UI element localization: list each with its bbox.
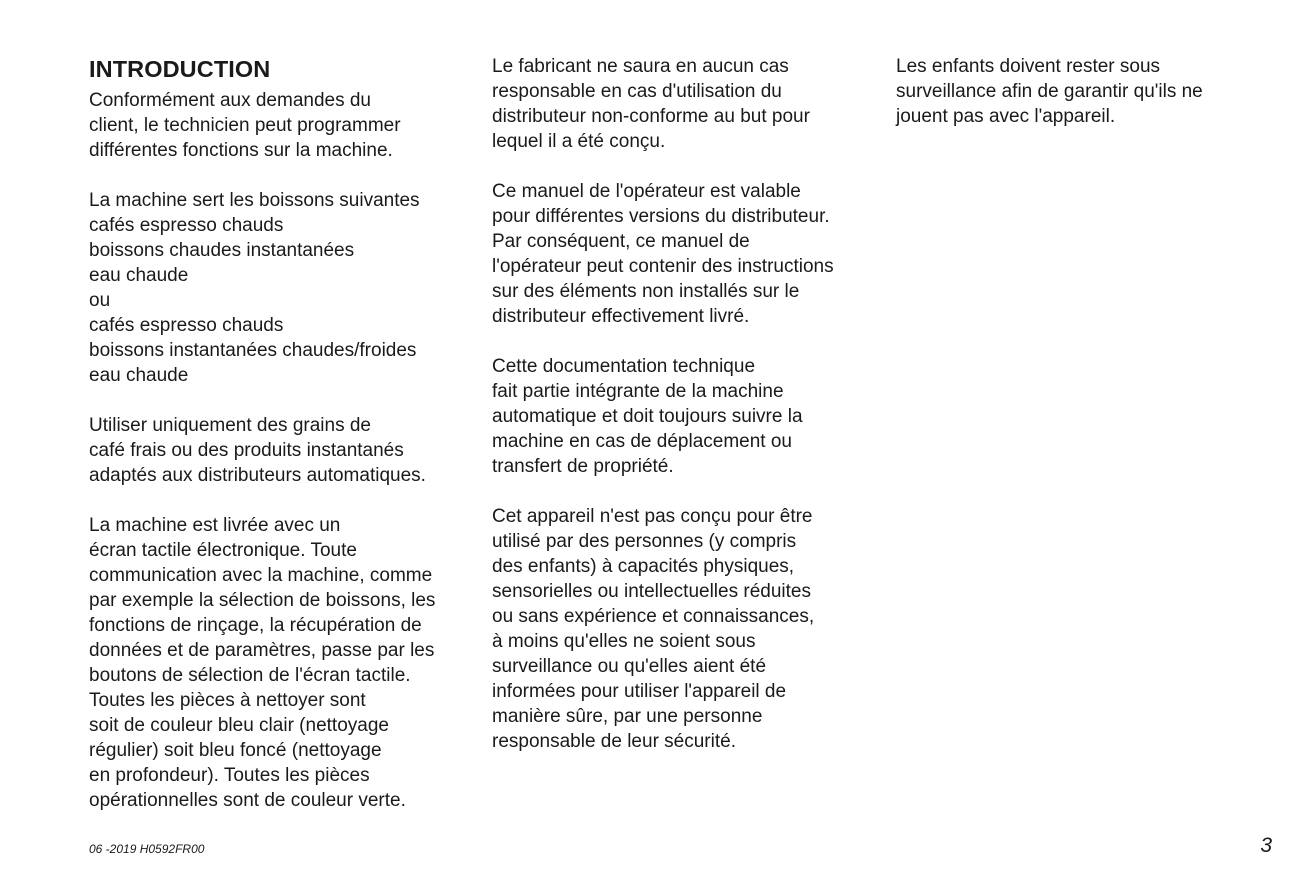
text-line: La machine est livrée avec un [89, 515, 341, 536]
text-line: eau chaude [89, 365, 189, 386]
column-right [896, 54, 1281, 154]
text-line: surveillance afin de garantir qu'ils ne [896, 81, 1203, 102]
text-line: lequel il a été conçu. [492, 131, 666, 152]
paragraph [89, 188, 474, 388]
text-line: cafés espresso chauds [89, 315, 284, 336]
text-line: à moins qu'elles ne soient sous [492, 631, 756, 652]
text-line: La machine sert les boissons suivantes [89, 190, 420, 211]
text-line: distributeur non-conforme au but pour [492, 106, 810, 127]
text-line: opérationnelles sont de couleur verte. [89, 790, 406, 811]
text-line: manière sûre, par une personne [492, 706, 763, 727]
text-line: jouent pas avec l'appareil. [896, 106, 1116, 127]
paragraph [89, 413, 474, 488]
text-line: Ce manuel de l'opérateur est valable [492, 181, 801, 202]
text-line: différentes fonctions sur la machine. [89, 140, 393, 161]
text-line: responsable de leur sécurité. [492, 731, 736, 752]
text-line: eau chaude [89, 265, 189, 286]
document-reference: 06 -2019 H0592FR00 [89, 842, 205, 856]
text-line: transfert de propriété. [492, 456, 674, 477]
text-line: Cet appareil n'est pas conçu pour être [492, 506, 813, 527]
page-number: 3 [1260, 834, 1272, 857]
text-line: boutons de sélection de l'écran tactile. [89, 665, 411, 686]
text-line: cafés espresso chauds [89, 215, 284, 236]
text-line: boissons chaudes instantanées [89, 240, 355, 261]
text-line: sensorielles ou intellectuelles réduites [492, 581, 811, 602]
text-line: café frais ou des produits instantanés [89, 440, 404, 461]
text-line: régulier) soit bleu foncé (nettoyage [89, 740, 382, 761]
text-line: Les enfants doivent rester sous [896, 56, 1161, 77]
paragraph [89, 513, 474, 813]
text-line: Par conséquent, ce manuel de [492, 231, 750, 252]
section-heading: INTRODUCTION [89, 56, 271, 82]
paragraph [896, 54, 1281, 129]
text-line: utilisé par des personnes (y compris [492, 531, 797, 552]
paragraph [89, 88, 474, 163]
text-line: données et de paramètres, passe par les [89, 640, 435, 661]
text-line: Conformément aux demandes du [89, 90, 371, 111]
column-middle [492, 54, 877, 779]
column-left [89, 54, 474, 838]
text-line: communication avec la machine, comme [89, 565, 433, 586]
paragraph [492, 504, 877, 754]
text-line: en profondeur). Toutes les pièces [89, 765, 370, 786]
text-line: adaptés aux distributeurs automatiques. [89, 465, 426, 486]
text-line: écran tactile électronique. Toute [89, 540, 357, 561]
text-line: des enfants) à capacités physiques, [492, 556, 795, 577]
text-line: par exemple la sélection de boissons, les [89, 590, 436, 611]
paragraph [492, 179, 877, 329]
text-line: ou [89, 290, 111, 311]
text-line: l'opérateur peut contenir des instructions [492, 256, 834, 277]
text-line: distributeur effectivement livré. [492, 306, 750, 327]
text-line: Utiliser uniquement des grains de [89, 415, 371, 436]
text-line: Toutes les pièces à nettoyer sont [89, 690, 366, 711]
text-line: soit de couleur bleu clair (nettoyage [89, 715, 389, 736]
paragraph [492, 54, 877, 154]
text-line: fonctions de rinçage, la récupération de [89, 615, 422, 636]
text-line: surveillance ou qu'elles aient été [492, 656, 767, 677]
text-line: boissons instantanées chaudes/froides [89, 340, 417, 361]
text-line: responsable en cas d'utilisation du [492, 81, 782, 102]
text-line: pour différentes versions du distributeur. [492, 206, 830, 227]
text-line: client, le technicien peut programmer [89, 115, 401, 136]
text-line: machine en cas de déplacement ou [492, 431, 792, 452]
text-line: Cette documentation technique [492, 356, 756, 377]
paragraph [492, 354, 877, 479]
text-line: automatique et doit toujours suivre la [492, 406, 803, 427]
text-line: ou sans expérience et connaissances, [492, 606, 815, 627]
text-line: informées pour utiliser l'appareil de [492, 681, 787, 702]
text-line: fait partie intégrante de la machine [492, 381, 784, 402]
text-line: sur des éléments non installés sur le [492, 281, 800, 302]
text-line: Le fabricant ne saura en aucun cas [492, 56, 789, 77]
